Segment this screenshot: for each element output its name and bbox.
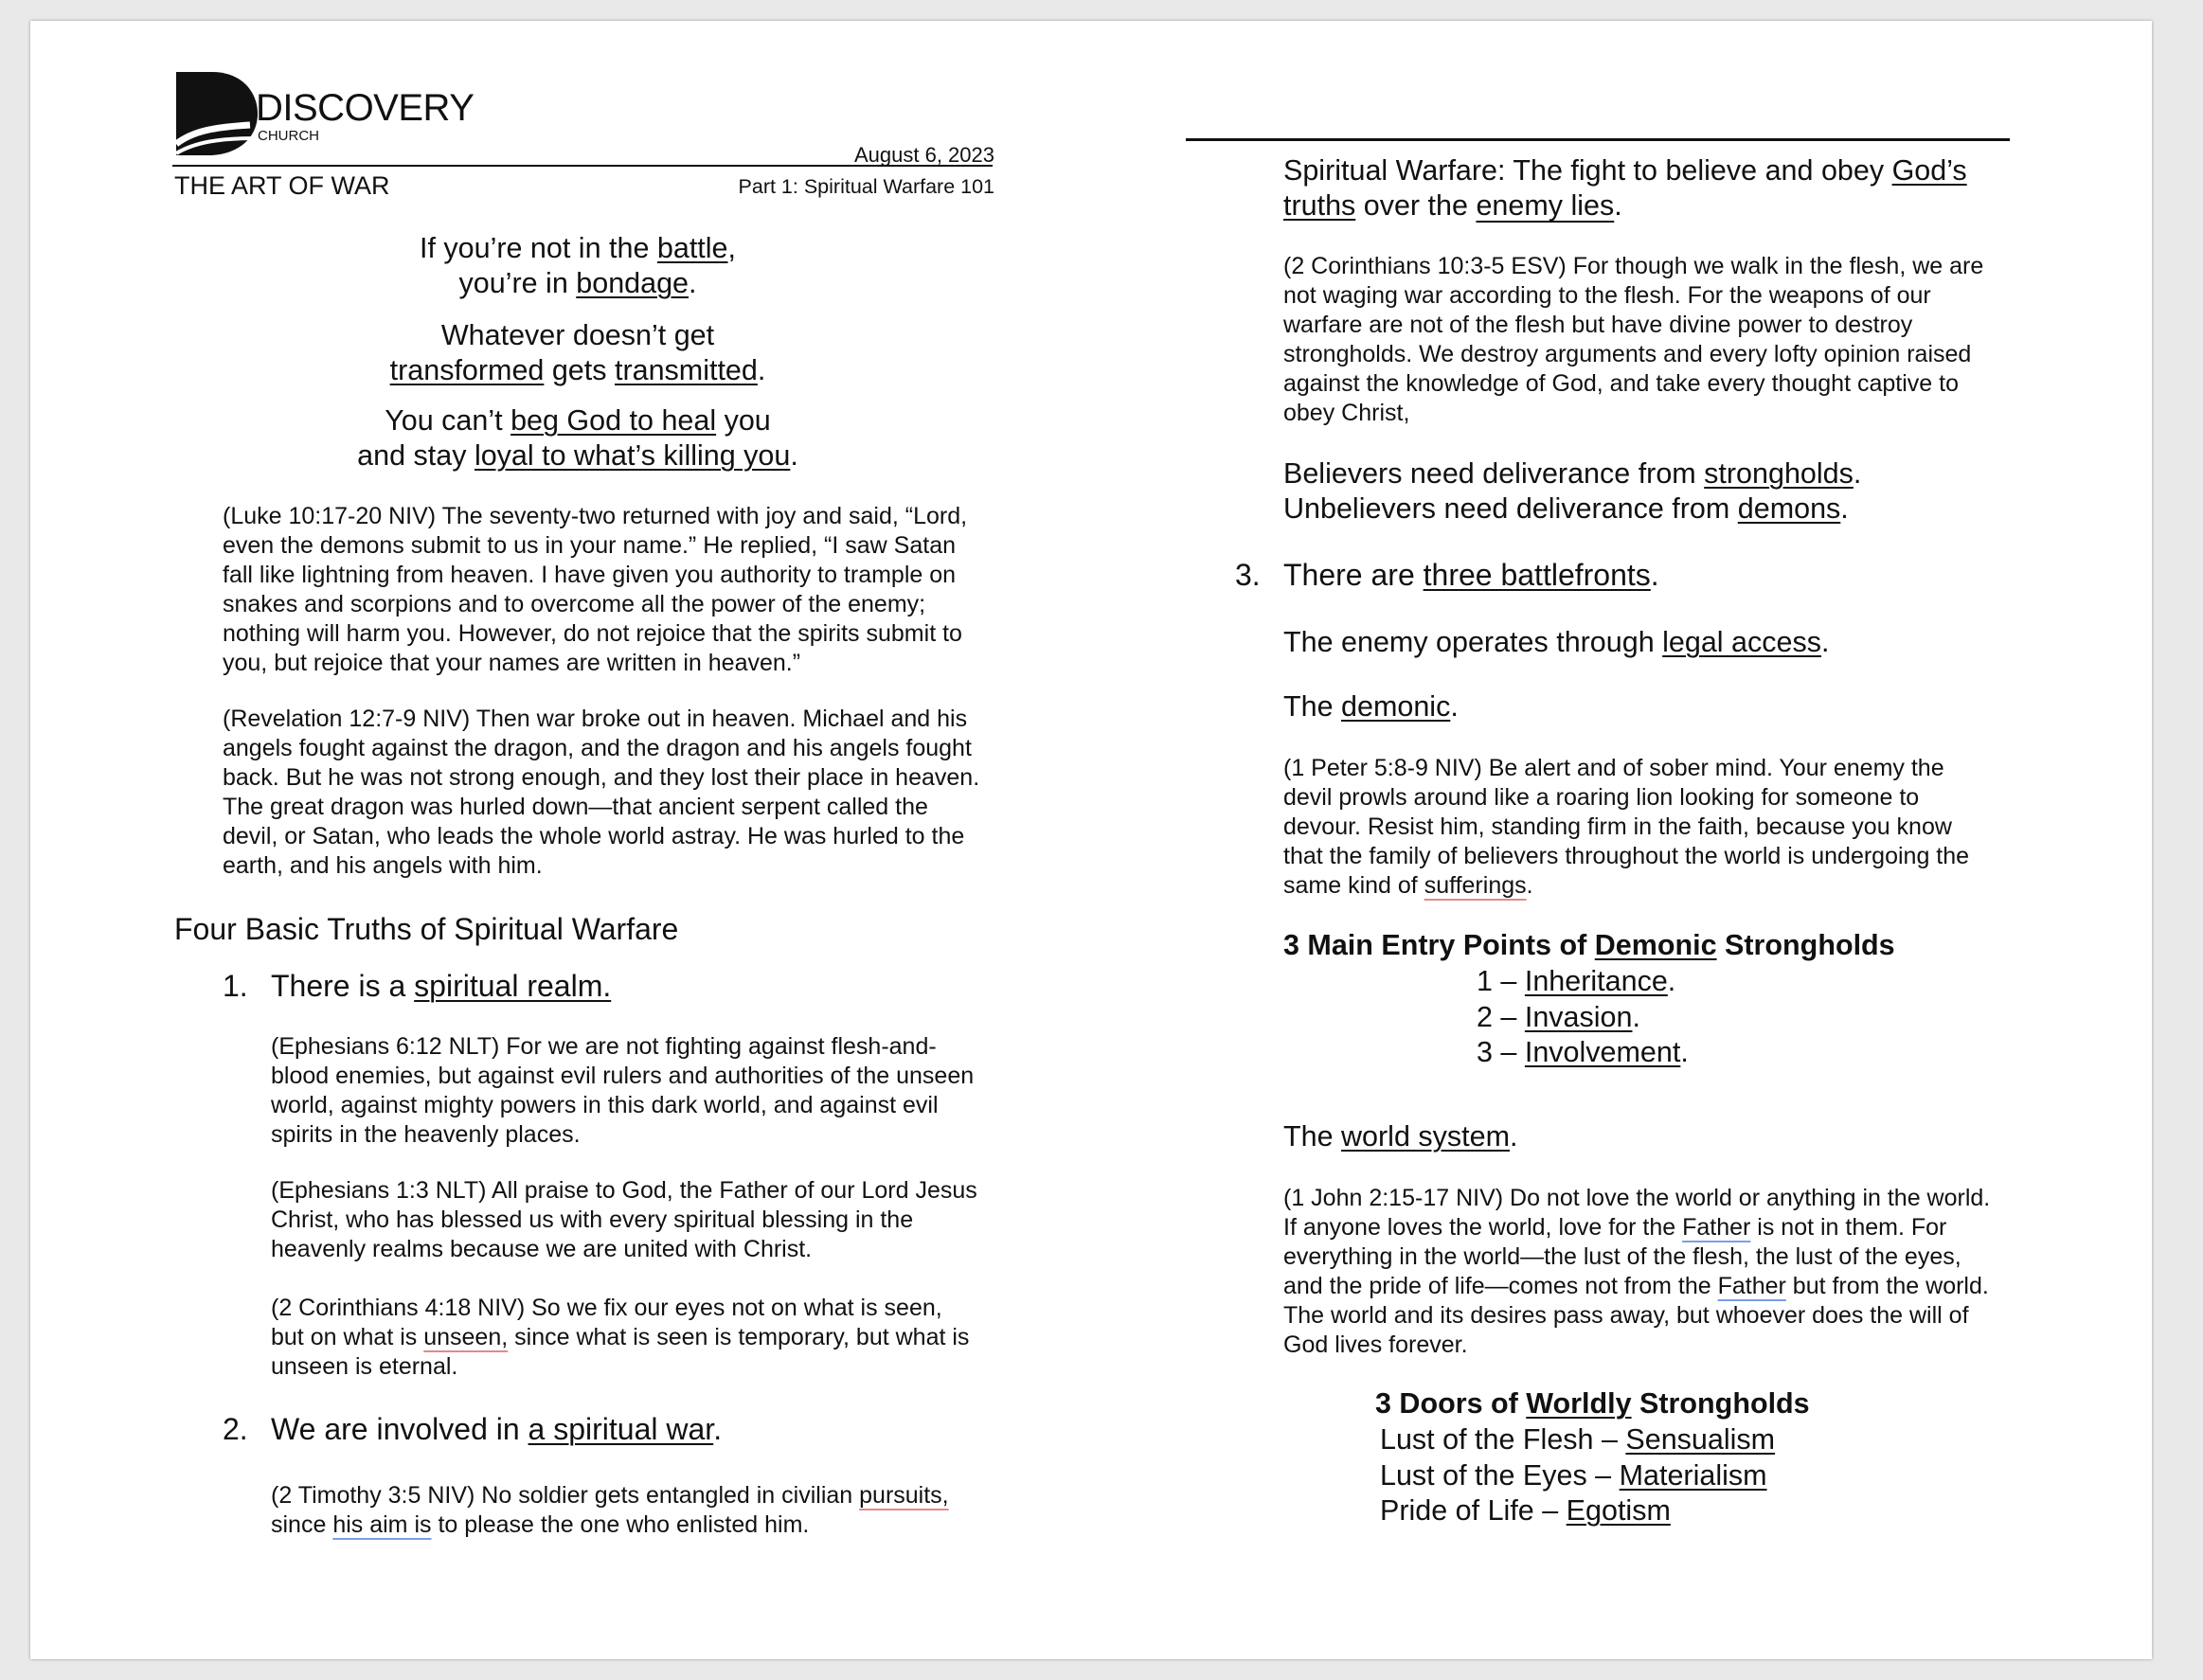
part-title: Part 1: Spiritual Warfare 101 — [738, 175, 994, 198]
discovery-logo-icon — [174, 70, 260, 157]
point-2-text: We are involved in a spiritual war. — [271, 1412, 723, 1446]
door-item: Pride of Life – Egotism — [1380, 1494, 1671, 1527]
header-date: August 6, 2023 — [853, 143, 994, 167]
entry-item: 2 – Invasion. — [1477, 1000, 1640, 1033]
scripture-2-timothy: (2 Timothy 3:5 NIV) No soldier gets entangled in civilian pursuits, since his aim is to please the one who enlisted him. — [271, 1482, 949, 1538]
the-demonic: The demonic. — [1283, 690, 1459, 723]
quote-battle: If you’re not in the battle, you’re in bondage. — [419, 232, 737, 299]
spellcheck-mark: sufferings — [1424, 872, 1527, 899]
scripture-2-corinthians-10: (2 Corinthians 10:3-5 ESV) For though we walk in the flesh, we are not waging war according to the flesh. For the weapons of our warfare are not of the flesh but have divine power to destroy strongholds. We destroy arguments and every lofty opinion raised against the knowledge of God, and take every thought captive to obey Christ, — [1283, 253, 1984, 426]
point-3-text: There are three battlefronts. — [1283, 558, 1659, 592]
logo-wordmark: DISCOVERY — [256, 87, 475, 129]
entry-item: 1 – Inheritance. — [1477, 965, 1676, 997]
document-page — [30, 21, 2152, 1659]
scripture-2-corinthians-4-18: (2 Corinthians 4:18 NIV) So we fix our eyes not on what is seen, but on what is unseen, since what is seen is temporary, but what is unseen is eternal. — [271, 1295, 970, 1380]
spellcheck-mark: unseen, — [423, 1324, 509, 1350]
scripture-luke: (Luke 10:17-20 NIV) The seventy-two returned with joy and said, “Lord, even the demons submit to us in your name.” He replied, “I saw Satan fall like lightning from heaven. I have given you authority to trample on snakes and scorpions and to overcome all the power of the enemy; nothing will harm you. However, do not rejoice that the spirits submit to you, but rejoice that your names are written in heaven.” — [223, 503, 968, 676]
scripture-ephesians-6-12: (Ephesians 6:12 NLT) For we are not fighting against flesh-and- blood enemies, but against evil rulers and authorities of the unseen world, against mighty powers in this dark world, and against evil spirits in the heavenly places. — [271, 1033, 975, 1148]
spellcheck-mark: pursuits, — [859, 1482, 949, 1509]
entry-points-title: 3 Main Entry Points of Demonic Strongholds — [1283, 929, 1895, 961]
point-1-text: There is a spiritual realm. — [271, 969, 612, 1003]
scripture-1-john: (1 John 2:15-17 NIV) Do not love the world or anything in the world. If anyone loves the world, love for the Father is not in them. For everything in the world—the lust of the flesh, the lust of the eyes, and the pride of life—comes not from the Father but from the world. The world and its desires pass away, but whoever does the will of God lives forever. — [1283, 1185, 1991, 1358]
logo-subtitle: CHURCH — [258, 128, 319, 144]
point-2-number: 2. — [223, 1412, 248, 1446]
grammar-mark: Father — [1682, 1214, 1751, 1241]
believers-deliverance: Believers need deliverance from strongholds. Unbelievers need deliverance from demons. — [1283, 457, 1862, 525]
series-title: THE ART OF WAR — [174, 171, 390, 200]
quote-transformed: Whatever doesn’t get transformed gets transmitted. — [389, 319, 766, 386]
quote-heal: You can’t beg God to heal you and stay loyal to what’s killing you. — [357, 404, 798, 472]
scripture-1-peter: (1 Peter 5:8-9 NIV) Be alert and of sober mind. Your enemy the devil prowls around like a roaring lion looking for someone to devour. Resist him, standing firm in the faith, because you know that the family of believers throughout the world is undergoing the same kind of sufferings. — [1283, 755, 1970, 899]
grammar-mark: his aim is — [332, 1511, 432, 1538]
right-top-rule — [1186, 138, 2010, 141]
doors-title: 3 Doors of Worldly Strongholds — [1375, 1387, 1810, 1420]
entry-points-list — [1477, 964, 1689, 1071]
discovery-logo — [174, 70, 487, 144]
doors-list — [1380, 1422, 1775, 1529]
point-3-number: 3. — [1235, 558, 1261, 592]
section-title: Four Basic Truths of Spiritual Warfare — [174, 912, 679, 946]
door-item: Lust of the Flesh – Sensualism — [1380, 1423, 1776, 1456]
door-item: Lust of the Eyes – Materialism — [1380, 1458, 1767, 1492]
grammar-mark: Father — [1717, 1273, 1786, 1299]
legal-access: The enemy operates through legal access. — [1283, 626, 1830, 658]
point-1-number: 1. — [223, 969, 248, 1003]
world-system: The world system. — [1283, 1120, 1518, 1153]
entry-item: 3 – Involvement. — [1477, 1036, 1689, 1068]
scripture-revelation: (Revelation 12:7-9 NIV) Then war broke out in heaven. Michael and his angels fought against the dragon, and the dragon and his angels fought back. But he was not strong enough, and they lost their place in heaven. The great dragon was hurled down—that ancient serpent called the devil, or Satan, who leads the whole world astray. He was hurled to the earth, and his angels with him. — [223, 706, 980, 879]
scripture-ephesians-1-3: (Ephesians 1:3 NLT) All praise to God, the Father of our Lord Jesus Christ, who has blessed us with every spiritual blessing in the heavenly realms because we are united with Christ. — [271, 1177, 977, 1262]
definition-spiritual-warfare: Spiritual Warfare: The fight to believe and obey God’s truths over the enemy lies. — [1283, 154, 1967, 222]
